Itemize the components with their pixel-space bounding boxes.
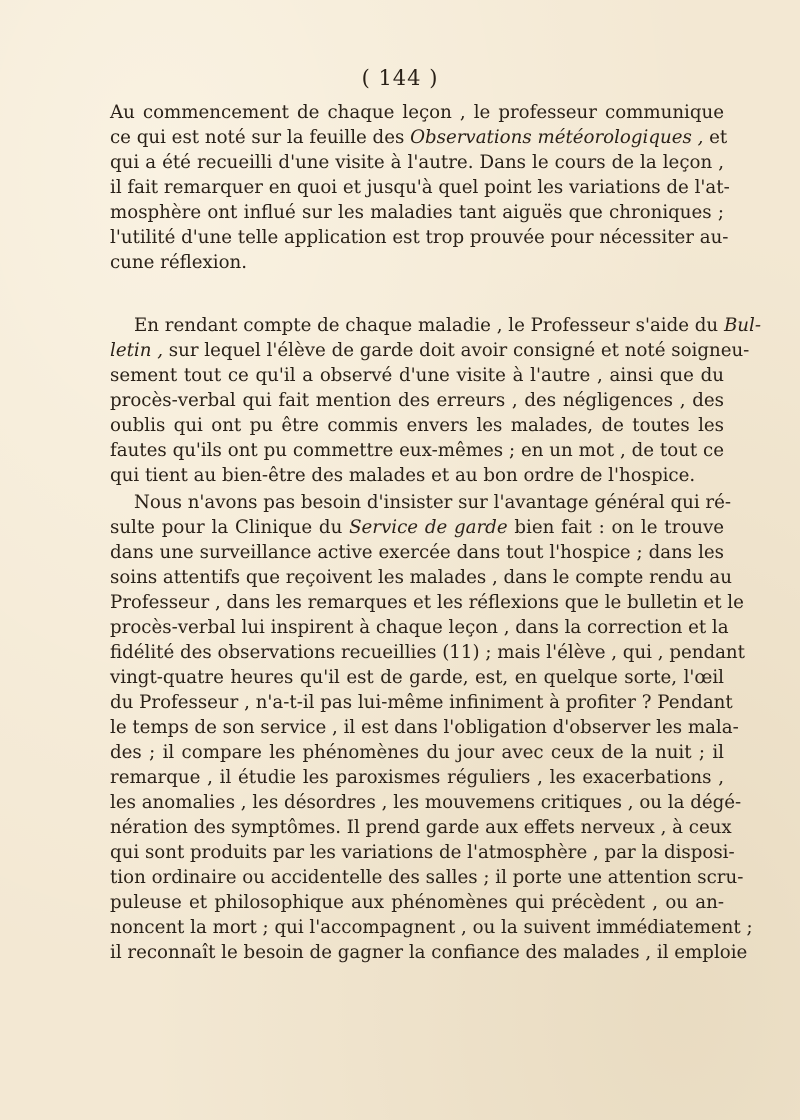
text-segment: En rendant compte de chaque maladie , le Professeur s'aide du: [134, 315, 724, 336]
text-line: qui a été recueilli d'une visite à l'autre. Dans le cours de la leçon ,: [110, 152, 724, 173]
paragraph-1: [110, 100, 730, 275]
text-line: fidélité des observations recueillies (11) ; mais l'élève , qui , pendant: [110, 642, 745, 663]
italic-text: Observations météorologiques ,: [410, 127, 704, 148]
text-line: procès-verbal qui fait mention des erreurs , des négligences , des: [110, 390, 724, 411]
text-line: il fait remarquer en quoi et jusqu'à quel point les variations de l'at-: [110, 177, 730, 198]
text-line: [110, 313, 761, 338]
text-line: soins attentifs que reçoivent les malades , dans le compte rendu au: [110, 567, 732, 588]
text-segment: sur lequel l'élève de garde doit avoir consigné et noté soigneu-: [162, 340, 750, 361]
text-line: des ; il compare les phénomènes du jour avec ceux de la nuit ; il: [110, 742, 724, 763]
text-line: Professeur , dans les remarques et les réflexions que le bulletin et le: [110, 592, 744, 613]
text-line: qui tient au bien-être des malades et au bon ordre de l'hospice.: [110, 465, 696, 486]
text-line: cune réflexion.: [110, 252, 248, 273]
text-segment: et: [703, 127, 728, 148]
paragraph-3: [110, 490, 753, 965]
text-line: sement tout ce qu'il a observé d'une visite à l'autre , ainsi que du: [110, 365, 724, 386]
text-line: vingt-quatre heures qu'il est de garde, est, en quelque sorte, l'œil: [110, 667, 724, 688]
text-segment: ce qui est noté sur la feuille des: [110, 127, 411, 148]
text-line: nération des symptômes. Il prend garde aux effets nerveux , à ceux: [110, 817, 732, 838]
text-line: qui sont produits par les variations de l'atmosphère , par la disposi-: [110, 842, 735, 863]
italic-text: Service de garde: [349, 517, 508, 538]
text-line: oublis qui ont pu être commis envers les malades, de toutes les: [110, 415, 724, 436]
text-line: du Professeur , n'a-t-il pas lui-même infiniment à profiter ? Pendant: [110, 692, 733, 713]
text-line: procès-verbal lui inspirent à chaque leçon , dans la correction et la: [110, 617, 729, 638]
text-line: dans une surveillance active exercée dans tout l'hospice ; dans les: [110, 542, 724, 563]
text-line: il reconnaît le besoin de gagner la confiance des malades , il emploie: [110, 942, 748, 963]
paragraph-2: [110, 313, 761, 488]
text-line: Au commencement de chaque leçon , le professeur communique: [110, 102, 724, 123]
text-line: noncent la mort ; qui l'accompagnent , ou la suivent immédiatement ;: [110, 917, 753, 938]
text-line: mosphère ont influé sur les maladies tant aiguës que chroniques ;: [110, 202, 724, 223]
text-line: l'utilité d'une telle application est trop prouvée pour nécessiter au-: [110, 227, 729, 248]
text-line: fautes qu'ils ont pu commettre eux-mêmes ; en un mot , de tout ce: [110, 440, 724, 461]
italic-text: letin ,: [110, 340, 163, 361]
text-line: [110, 515, 724, 540]
text-line: Nous n'avons pas besoin d'insister sur l'avantage général qui ré-: [134, 492, 732, 513]
text-line: tion ordinaire ou accidentelle des salles ; il porte une attention scru-: [110, 867, 744, 888]
text-segment: bien fait : on le trouve: [507, 517, 725, 538]
text-line: puleuse et philosophique aux phénomènes qui précèdent , ou an-: [110, 892, 724, 913]
text-line: [110, 125, 728, 150]
text-segment: sulte pour la Clinique du: [110, 517, 350, 538]
text-line: le temps de son service , il est dans l'obligation d'observer les mala-: [110, 717, 739, 738]
italic-text: Bul-: [723, 315, 761, 336]
text-line: remarque , il étudie les paroxismes réguliers , les exacerbations ,: [110, 767, 724, 788]
page-number: ( 144 ): [361, 66, 439, 90]
text-line: [110, 338, 750, 363]
text-line: les anomalies , les désordres , les mouvemens critiques , ou la dégé-: [110, 792, 742, 813]
